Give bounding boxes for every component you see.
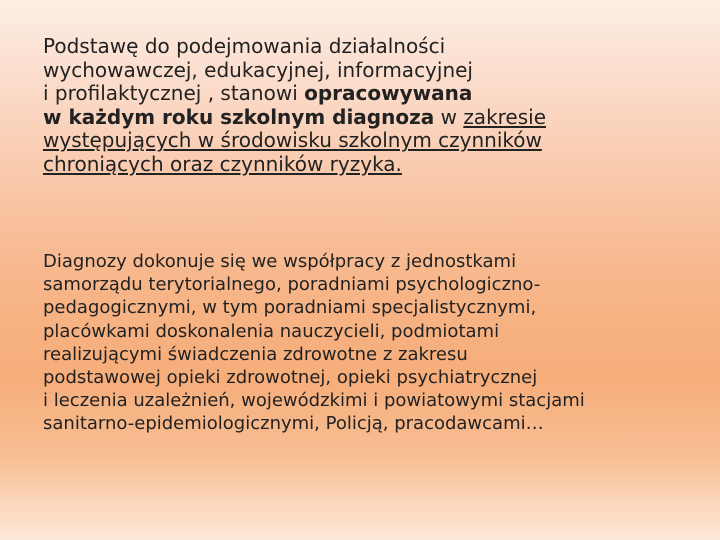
text-line: realizującymi świadczenia zdrowotne z zakresu xyxy=(43,343,468,365)
underlined-text-line xyxy=(43,153,683,177)
text-run: w xyxy=(434,104,464,129)
underlined-text-run: zakresie xyxy=(463,104,547,129)
text-line xyxy=(43,106,683,130)
paragraph-basis xyxy=(43,35,683,176)
text-run: występujących w środowisku szkolnym czynników xyxy=(43,128,542,152)
text-run: i profilaktycznej , stanowi xyxy=(43,81,305,105)
text-line: pedagogicznymi, w tym poradniami specjalistycznymi, xyxy=(43,297,537,319)
text-line: sanitarno-epidemiologicznymi, Policją, pracodawcami… xyxy=(43,413,544,435)
text-line xyxy=(43,59,683,83)
text-run: chroniących oraz czynników ryzyka. xyxy=(43,151,402,176)
text-run: Podstawę do podejmowania działalności xyxy=(43,34,446,58)
paragraph-cooperation xyxy=(43,250,703,436)
text-line: samorządu terytorialnego, poradniami psychologiczno- xyxy=(43,274,541,296)
text-line xyxy=(43,35,683,59)
text-line: i leczenia uzależnień, wojewódzkimi i powiatowymi stacjami xyxy=(43,390,585,412)
underlined-text-line xyxy=(43,129,683,153)
text-line xyxy=(43,82,683,106)
text-line: Diagnozy dokonuje się we współpracy z jednostkami xyxy=(43,251,517,272)
text-line: placówkami doskonalenia nauczycieli, podmiotami xyxy=(43,320,500,342)
bold-text-run: w każdym roku szkolnym diagnoza xyxy=(43,104,435,129)
text-run: wychowawczej, edukacyjnej, informacyjnej xyxy=(43,57,473,82)
bold-text-run: opracowywana xyxy=(304,81,473,105)
text-line: podstawowej opieki zdrowotnej, opieki psychiatrycznej xyxy=(43,367,538,389)
